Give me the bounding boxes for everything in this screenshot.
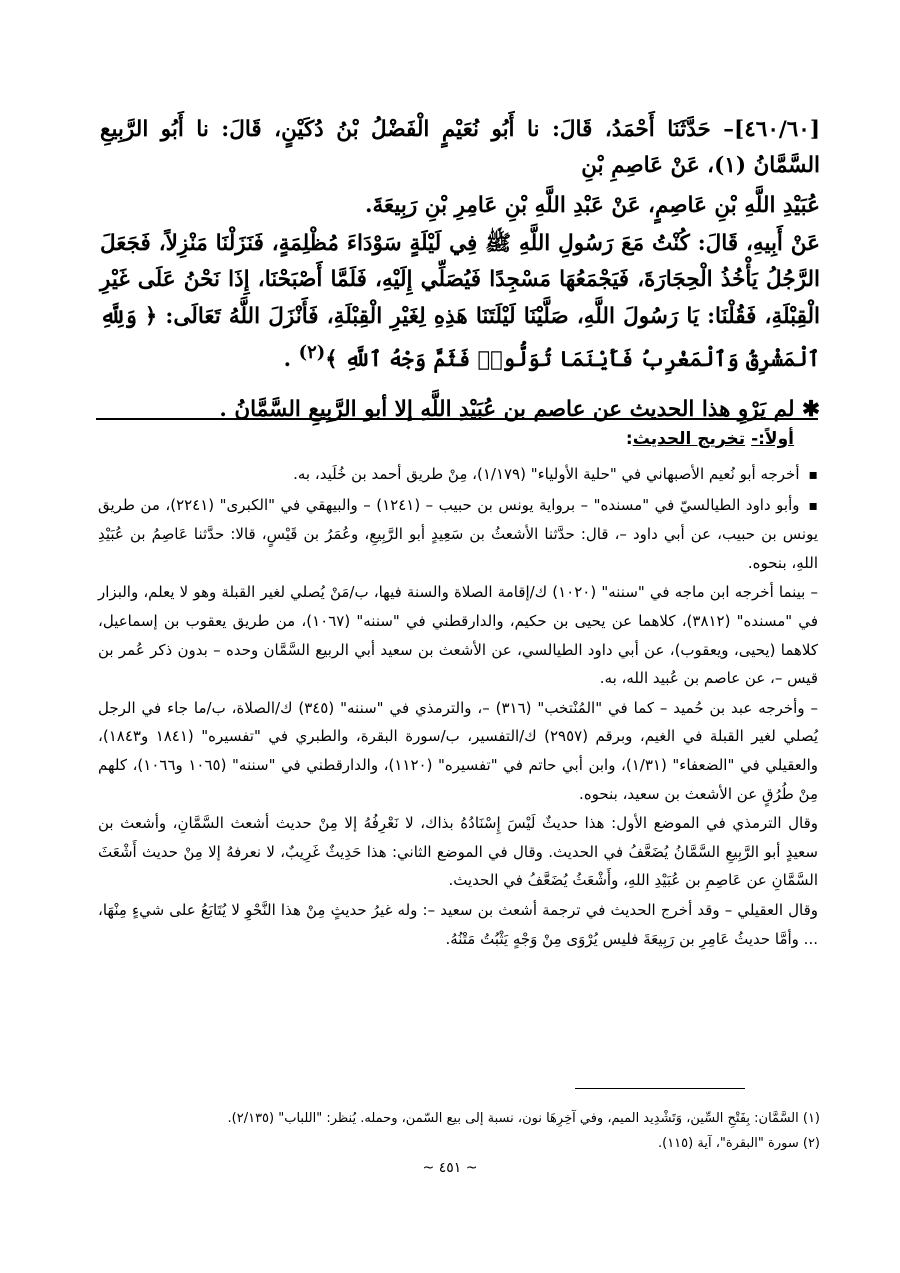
verse-end: . [283, 347, 292, 373]
takhrij-paragraph-1: – بينما أخرجه ابن ماجه في "سننه" (١٠٢٠) ك/إقامة الصلاة والسنة فيها، ب/مَنْ يُصلي لغير القبلة وهو لا يعلم، والبزار في "مسنده" (٣٨١٢)، كلاهما عن يحيى بن حكيم، والدارقطني في "سننه" (١٠٦٧)، من طريق يعقوب بن إسماعيل، كلاهما (يحيى، ويعقوب)، عن أبي داود الطيالسي، عن الأشعث بن سعيد أبي الربيع السَّمَّان وحده – بدون ذكر عُمر بن قيس –، عن عاصم بن عُبيد الله، به. [98, 583, 818, 688]
footnote-2: (٢) سورة "البقرة"، آية (١١٥). [657, 1136, 820, 1151]
section-colon: : [625, 429, 633, 449]
isnad-line-1: [٤٦٠/٦٠]– حَدَّثَنَا أَحْمَدُ، قَالَ: نا أَبُو نُعَيْمٍ الْفَضْلُ بْنُ دُكَيْنٍ، قَالَ: نا أَبُو الرَّبِيعِ السَّمَّانُ (١)، عَنْ عَاصِمِ بْنِ [100, 117, 820, 178]
footnotes [100, 1106, 820, 1156]
footnote-divider [575, 1088, 745, 1089]
takhrij-paragraph-4: وقال العقيلي – وقد أخرج الحديث في ترجمة أشعث بن سعيد –: وله غيرُ حديثٍ مِنْ هذا النَّحْوِ لا يُتَابَعُ على شيءٍ مِنْهَا، ... وأمَّا حديثُ عَامِرِ بن رَبِيعَةَ فليس يُرْوَى مِنْ وَجْهٍ يَثْبُتُ مَتْنُهُ. [98, 900, 818, 948]
section-ordinal: أولاً:- [751, 429, 794, 449]
isnad-line-2: عُبَيْدِ اللَّهِ بْنِ عَاصِمٍ، عَنْ عَبْدِ اللَّهِ بْنِ عَامِرِ بْنِ رَبِيعَةَ. [364, 193, 820, 218]
section-title: تخريج الحديث [632, 429, 746, 449]
quran-verse: ﴿ وَلِلَّهِ ٱلْمَشْرِقُ وَٱلْمَغْرِبُ فَأَيْنَمَا تُوَلُّوا۟ فَثَمَّ وَجْهُ ٱللَّهِ ﴾ [100, 303, 820, 372]
takhrij-paragraph-3: وقال الترمذي في الموضع الأول: هذا حديثٌ لَيْسَ إِسْنَادُهُ بذاك، لا نَعْرِفُهُ إلا مِنْ حديث أشعث السَّمَّانِ، وأشعث بن سعيدٍ أبو الرَّبِيعِ السَّمَّانُ يُضَعَّفُ في الحديث. وقال في الموضع الثاني: هذا حَدِيثٌ غَرِيبٌ، لا نعرفهُ إلا مِنْ حديث أَشْعَثَ السَّمَّانِ عن عَاصِمِ بن عُبَيْدِ اللهِ، وأَشْعَثُ يُضَعَّفُ في الحديث. [98, 814, 818, 890]
hadith-note: ✱ لم يَرْوِ هذا الحديث عن عاصم بن عُبَيْدِ اللَّهِ إلا أبو الرَّبِيعِ السَّمَّانُ . [219, 397, 820, 423]
section-heading [626, 429, 794, 449]
hadith-matn [100, 226, 820, 378]
takhrij-body [98, 460, 818, 954]
takhrij-bullet-1: ▪ أخرجه أبو نُعيم الأصبهاني في "حلية الأولياء" (١/١٧٩)، مِنْ طريق أحمد بن خُلَيد، به. [98, 460, 818, 490]
page-number: ~ ٤٥١ ~ [422, 1160, 478, 1176]
footnote-1: (١) السَّمَّان: بِفَتْحِ السِّين، وَتَشْدِيد الميم، وفي آخِرِهَا نون، نسبة إلى بيع السّمن، وحمله. يُنظر: "اللباب" (٢/١٣٥). [227, 1111, 820, 1126]
footnote-ref-2: (٢) [298, 342, 326, 363]
takhrij-paragraph-2: – وأخرجه عبد بن حُميد – كما في "المُنْتخب" (٣١٦) –، والترمذي في "سننه" (٣٤٥) ك/الصلاة، ب/ما جاء في الرجل يُصلي لغير القبلة في الغيم، وبرقم (٢٩٥٧) ك/التفسير، ب/سورة البقرة، والطبري في "تفسيره" (١٨٤١ و١٨٤٣)، والعقيلي في "الضعفاء" (١/٣١)، وابن أبي حاتم في "تفسيره" (١١٢٠)، والدارقطني في "سننه" (١٠٦٥ و١٠٦٦)، كلهم مِنْ طُرُقٍ عن الأشعث بن سعيد، بنحوه. [98, 698, 819, 803]
matn-text: عَنْ أَبِيهِ، قَالَ: كُنْتُ مَعَ رَسُولِ اللَّهِ ﷺ فِي لَيْلَةٍ سَوْدَاءَ مُظْلِمَةٍ، فَنَزَلْنَا مَنْزِلاً، فَجَعَلَ الرَّجُلُ يَأْخُذُ الْحِجَارَةَ، فَيَجْمَعُهَا مَسْجِدًا فَيُصَلِّي إِلَيْهِ، فَلَمَّا أَصْبَحْنَا، إِذَا نَحْنُ عَلَى غَيْرِ الْقِبْلَةِ، فَقُلْنَا: يَا رَسُولَ اللَّهِ، صَلَّيْنَا لَيْلَتَنَا هَذِهِ لِغَيْرِ الْقِبْلَةِ، فَأَنْزَلَ اللَّهُ تَعَالَى: [100, 231, 821, 329]
hadith-block [100, 112, 820, 432]
section-divider [96, 418, 818, 420]
takhrij-bullet-2: ▪ وأبو داود الطيالسيّ في "مسنده" – برواية يونس بن حبيب – (١٢٤١) – والبيهقي في "الكبرى" (٢٢٤١)، من طريق يونس بن حبيب، عن أبي داود –، قال: حدَّثنا الأشعثُ بن سَعِيدٍ أبو الرَّبِيعِ، وعُمَرُ بن قَيْسٍ، قالا: حدَّثنا عَاصِمُ بن عُبَيْدِ اللهِ، بنحوه. [98, 491, 818, 578]
